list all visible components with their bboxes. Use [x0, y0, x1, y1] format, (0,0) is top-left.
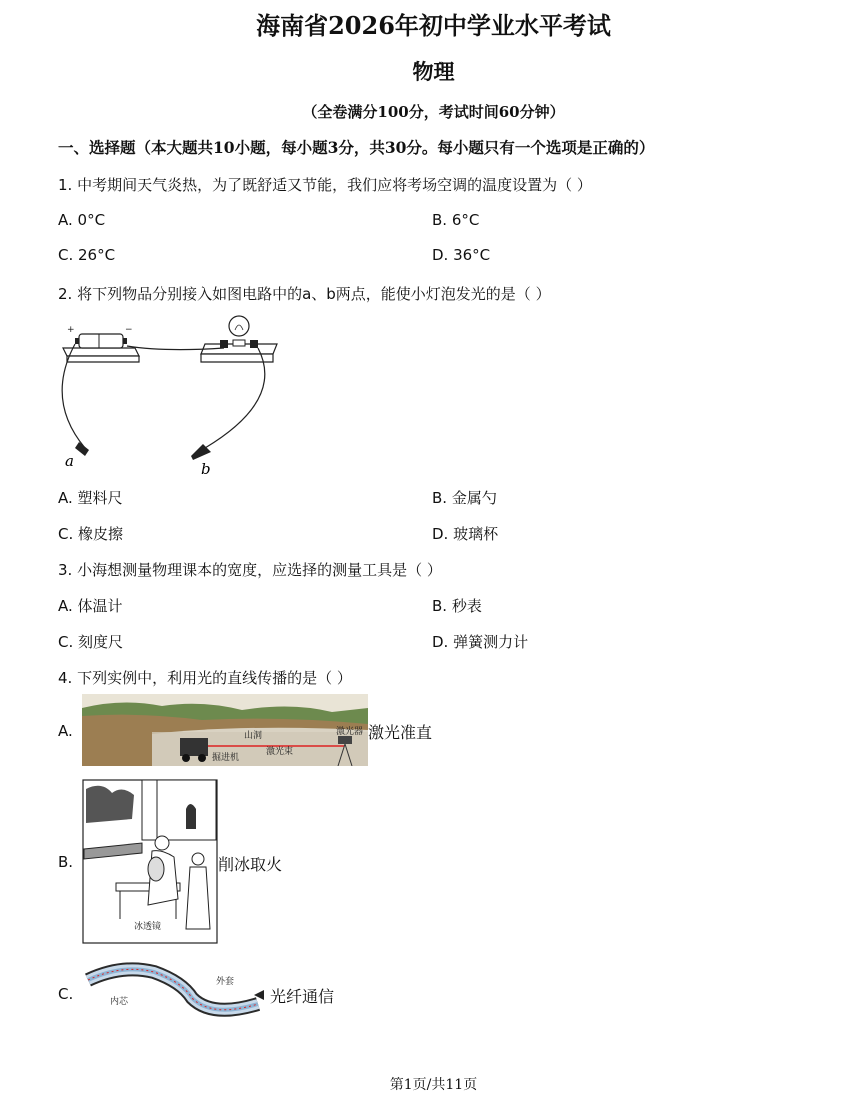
tunnel-machine [180, 738, 208, 756]
q1-option-d[interactable]: D. 36°C [432, 246, 491, 264]
laser-tunnel-figure[interactable] [82, 694, 368, 766]
ice-lens-figure[interactable] [82, 779, 218, 944]
q4-option-a-letter[interactable]: A. [58, 722, 73, 740]
question-2-text: 2. 将下列物品分别接入如图电路中的a、b两点，能使小灯泡发光的是（ ） [58, 285, 551, 303]
q3-option-a[interactable]: A. 体温计 [58, 597, 123, 615]
label-cladding: 外套 [216, 977, 235, 987]
ice-lens [148, 857, 164, 881]
q4-b-caption: 削冰取火 [218, 855, 283, 874]
q3-option-b[interactable]: B. 秒表 [432, 597, 482, 615]
arrow-icon [254, 990, 268, 1000]
label-a: a [65, 452, 74, 470]
exam-title: 海南省2026年初中学业水平考试 [256, 11, 611, 40]
label-tunnel: 山洞 [244, 731, 263, 741]
label-laser: 激光器 [336, 727, 364, 737]
question-4-text: 4. 下列实例中，利用光的直线传播的是（ ） [58, 669, 352, 687]
exam-note: （全卷满分100分，考试时间60分钟） [302, 103, 565, 121]
question-1-text: 1. 中考期间天气炎热，为了既舒适又节能，我们应将考场空调的温度设置为（ ） [58, 176, 592, 194]
minus-sign: − [125, 325, 133, 335]
label-b: b [201, 460, 211, 478]
q4-option-b-letter[interactable]: B. [58, 853, 74, 871]
q2-option-c[interactable]: C. 橡皮擦 [58, 525, 124, 543]
battery-board [63, 348, 139, 356]
q4-a-caption: 激光准直 [368, 723, 433, 742]
label-machine: 掘进机 [212, 753, 240, 763]
battery [79, 334, 123, 348]
q1-option-c[interactable]: C. 26°C [58, 246, 116, 264]
plant-vase [186, 804, 196, 829]
page-footer: 第1页/共11页 [389, 1077, 478, 1093]
label-beam: 激光束 [266, 747, 294, 757]
subject-title: 物理 [412, 59, 455, 84]
section-heading: 一、选择题（本大题共10小题，每小题3分，共30分。每小题只有一个选项是正确的） [58, 138, 655, 157]
laser-device [338, 736, 352, 744]
wire-b [205, 348, 265, 448]
tree-branch [86, 786, 134, 823]
question-3-text: 3. 小海想测量物理课本的宽度，应选择的测量工具是（ ） [58, 561, 442, 579]
q3-option-d[interactable]: D. 弹簧测力计 [432, 633, 529, 651]
label-ice-lens: 冰透镜 [134, 922, 162, 932]
q2-option-a[interactable]: A. 塑料尺 [58, 489, 123, 507]
q4-c-caption: 光纤通信 [270, 987, 335, 1006]
q3-option-c[interactable]: C. 刻度尺 [58, 633, 124, 651]
optical-fiber-figure[interactable] [82, 958, 270, 1022]
light-bulb [229, 316, 249, 336]
circuit-figure [55, 310, 285, 478]
q1-option-a[interactable]: A. 0°C [58, 211, 106, 229]
q2-option-d[interactable]: D. 玻璃杯 [432, 525, 499, 543]
standing-figure [186, 867, 210, 929]
label-core: 内芯 [110, 997, 129, 1007]
plus-sign: + [67, 325, 75, 335]
q1-option-b[interactable]: B. 6°C [432, 211, 480, 229]
q4-option-c-letter[interactable]: C. [58, 985, 74, 1003]
q2-option-b[interactable]: B. 金属勺 [432, 489, 497, 507]
